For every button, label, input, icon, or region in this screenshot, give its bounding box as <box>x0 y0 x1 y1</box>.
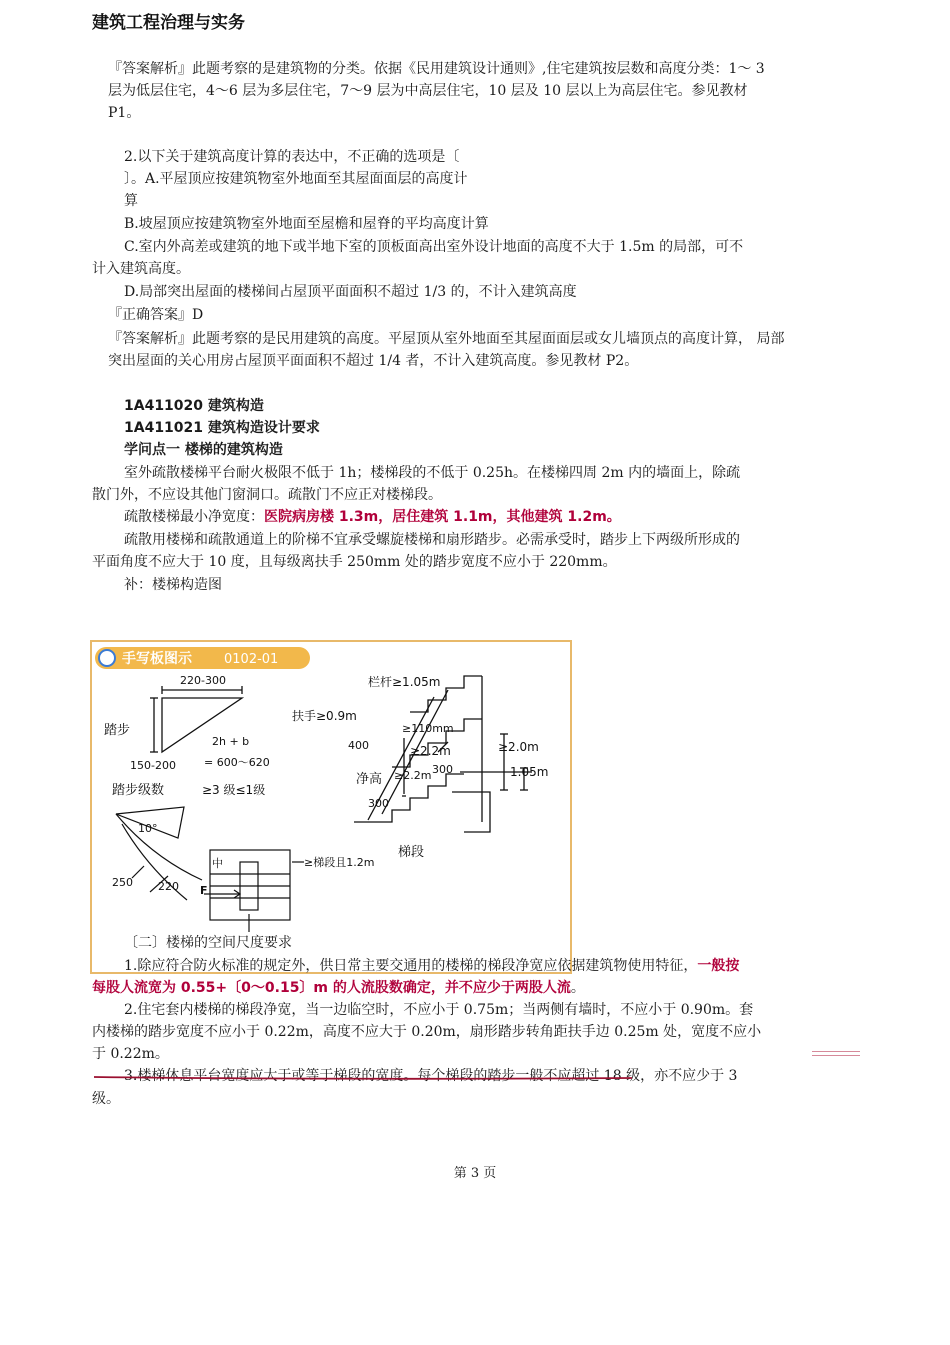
formula-line2: = 600～620 <box>204 756 270 769</box>
tread-width-dim: 220-300 <box>180 674 226 687</box>
q1-analysis-line2: 层为低层住宅，4～6 层为多层住宅，7～9 层为中高层住宅，10 层及 10 层以上为高层住宅。参见教材 <box>108 83 748 99</box>
pen-icon <box>99 650 115 666</box>
para2 <box>124 506 621 528</box>
figure-badge-label: 手写板图示 <box>122 651 192 667</box>
subsection-title: 〔二〕楼梯的空间尺度要求 <box>124 935 292 951</box>
q2-analysis-line2: 突出屋面的关心用房占屋顶平面面积不超过 1/4 者，不计入建筑高度。参见教材 P2。 <box>108 353 639 369</box>
rule3-line2: 级。 <box>92 1091 120 1107</box>
stair-construction-figure <box>90 640 572 974</box>
rule1-text: 1.除应符合防火标准的规定外，供日常主要交通用的楼梯的梯段净宽应依据建筑物使用特征， <box>124 958 698 974</box>
q2-stem-line1: 2.以下关于建筑高度计算的表达中，不正确的选项是〔 <box>124 149 460 165</box>
para1-line1: 室外疏散楼梯平台耐火极限不低于 1h；楼梯段的不低于 0.25h。在楼梯四周 2m 内的墙面上，除疏 <box>124 465 741 481</box>
stair-figure-caption: 补：楼梯构造图 <box>124 577 222 593</box>
tread-label: 踏步 <box>104 723 131 738</box>
rule1-line2 <box>92 977 585 999</box>
q1-analysis-line3: P1。 <box>108 105 141 121</box>
para2-highlight: 医院病房楼 1.3m，居住建筑 1.1m，其他建筑 1.2m。 <box>264 509 621 525</box>
steps-count-label: 踏步级数 <box>112 783 165 798</box>
rule3-line1: 3.楼梯休息平台宽度应大于或等于梯段的宽度。每个梯段的踏步一般不应超过 18 级，亦不应少于 3 <box>124 1068 738 1084</box>
stair-diagram <box>92 642 570 972</box>
baluster-gap-label: ≥110mm <box>402 722 454 735</box>
fan-angle-label: 10° <box>138 822 158 835</box>
handrail-height-label: 扶手≥0.9m <box>292 709 357 723</box>
q2-stem-line3: 算 <box>124 193 138 209</box>
dim-400-label: 400 <box>348 739 369 752</box>
formula-line1: 2h + b <box>212 735 250 748</box>
q2-option-c-line1: C.室内外高差或建筑的地下或半地下室的顶板面高出室外设计地面的高度不大于 1.5m 的局部，可不 <box>124 239 744 255</box>
figure-code: 0102-01 <box>224 652 279 667</box>
para2-prefix: 疏散楼梯最小净宽度： <box>124 509 264 525</box>
rule1-highlight: 每股人流宽为 0.55+〔0～0.15〕m 的人流股数确定，并不应少于两股人流 <box>92 980 571 996</box>
dim-300-label-a: 300 <box>432 763 453 776</box>
flight-label: 梯段 <box>398 845 425 860</box>
q2-option-d: D.局部突出屋面的楼梯间占屋顶平面面积不超过 1/3 的，不计入建筑高度 <box>124 284 577 300</box>
para3-line2: 平面角度不应大于 10 度，且每级离扶手 250mm 处的踏步宽度不应小于 220mm。 <box>92 554 617 570</box>
strike-annotation <box>92 1068 652 1086</box>
section-heading-1: 1A411020 建筑构造 <box>124 398 264 414</box>
fan-250-dim: 250 <box>112 876 133 889</box>
headroom-22-label-a: ≥2.2m <box>410 744 451 758</box>
handrail-105-label: 1.05m <box>510 765 549 779</box>
page-header-title: 建筑工程治理与实务 <box>92 13 245 33</box>
plan-f-label: F <box>200 884 208 897</box>
pink-annotation-mark <box>812 1051 860 1056</box>
plan-flight-width: ≥梯段且1.2m <box>304 856 375 869</box>
q2-option-b: B.坡屋顶应按建筑物室外地面至屋檐和屋脊的平均高度计算 <box>124 216 489 232</box>
clear-height-label: 净高 <box>356 772 383 787</box>
q2-analysis-line1: 『答案解析』此题考察的是民用建筑的高度。平屋顶从室外地面至其屋面面层或女儿墙顶点的高度计算， 局部 <box>108 331 785 347</box>
q2-option-c-line2: 计入建筑高度。 <box>92 261 190 277</box>
railing-height-label: 栏杆≥1.05m <box>368 675 441 689</box>
headroom-20-label: ≥2.0m <box>498 740 539 754</box>
page-number: 第 3 页 <box>453 1166 497 1181</box>
riser-height-dim: 150-200 <box>130 759 176 772</box>
dim-300-label-b: 300 <box>368 797 389 810</box>
rule2-line1: 2.住宅套内楼梯的梯段净宽，当一边临空时，不应小于 0.75m；当两侧有墙时，不应小于 0.90m。套 <box>124 1002 754 1018</box>
q2-stem-line2: 〕。A.平屋顶应按建筑物室外地面至其屋面面层的高度计 <box>124 171 468 187</box>
section-heading-2: 1A411021 建筑构造设计要求 <box>124 420 320 436</box>
plan-middle-label: 中 <box>212 857 223 870</box>
q2-correct-answer: 『正确答案』D <box>108 307 204 323</box>
headroom-22-label-b: ≥2.2m <box>394 769 432 782</box>
q1-analysis-line1: 『答案解析』此题考察的是建筑物的分类。依据《民用建筑设计通则》,住宅建筑按层数和高度分类：1～ 3 <box>108 61 765 77</box>
para3-line1: 疏散用楼梯和疏散通道上的阶梯不宜承受螺旋楼梯和扇形踏步。必需承受时，踏步上下两级所形成的 <box>124 532 740 548</box>
rule2-line3: 于 0.22m。 <box>92 1046 169 1062</box>
steps-count-value: ≥3 级≤1级 <box>202 783 266 797</box>
rule1-line1 <box>124 955 739 977</box>
rule1-highlight-start: 一般按 <box>697 958 740 974</box>
rule2-line2: 内楼梯的踏步宽度不应小于 0.22m，高度不应大于 0.20m，扇形踏步转角距扶手边 0.25m 处，宽度不应小 <box>92 1024 762 1040</box>
knowledge-point-heading: 学问点一 楼梯的建筑构造 <box>124 442 283 458</box>
fan-220-dim: 220 <box>158 880 179 893</box>
para1-line2: 散门外，不应设其他门窗洞口。疏散门不应正对楼梯段。 <box>92 487 442 503</box>
rule1-end: 。 <box>570 980 585 996</box>
